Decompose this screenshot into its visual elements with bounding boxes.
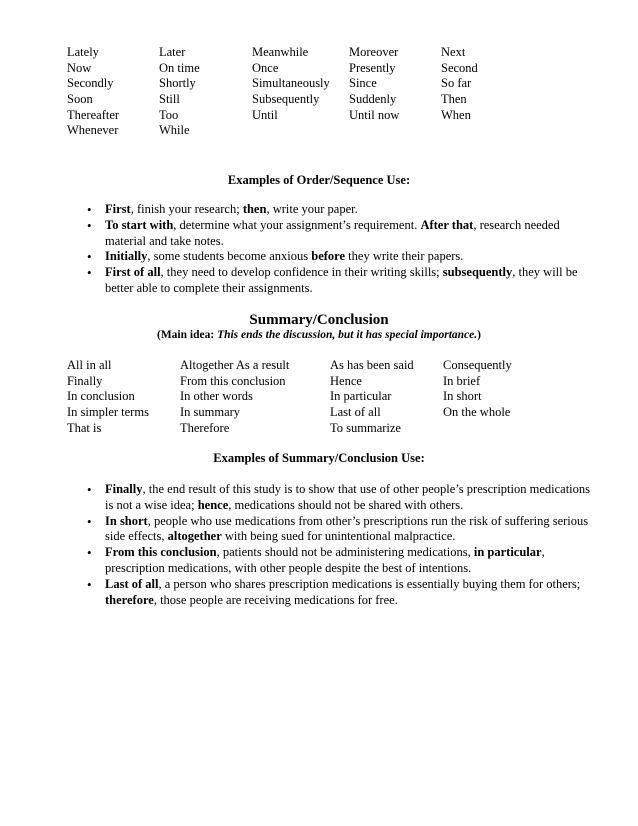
transition-term: hence: [197, 497, 229, 512]
example-text: , they will be better able to complete their assignments.: [105, 265, 578, 295]
transition-term: Finally: [105, 482, 143, 496]
transition-word: As has been said: [330, 358, 414, 372]
example-bullet: [87, 249, 597, 265]
main-idea-note-prefix: (Main idea:: [157, 329, 218, 341]
transition-word: Then: [441, 92, 467, 107]
transition-word: Meanwhile: [252, 45, 309, 59]
example-text: , they need to develop confidence in their writing skills;: [160, 265, 443, 280]
transition-word: Presently: [349, 60, 396, 75]
transition-word: In summary: [180, 405, 241, 420]
transition-word: In brief: [443, 373, 481, 388]
transition-word: Still: [159, 92, 180, 107]
sequence-word-table: [67, 45, 527, 141]
transition-word: In other words: [180, 389, 253, 404]
transition-word: Last of all: [330, 405, 381, 420]
summary-word-column: [67, 358, 149, 436]
transition-word: To summarize: [330, 420, 401, 435]
transition-term: before: [311, 249, 346, 264]
main-idea-note: [0, 329, 638, 341]
example-text: they write their papers.: [345, 249, 464, 264]
transition-term: then: [242, 202, 267, 216]
transition-word: So far: [441, 76, 472, 91]
summary-word-column: [330, 358, 414, 436]
sequence-word-column: [349, 45, 399, 123]
transition-word: Lately: [67, 45, 99, 59]
main-idea-note-italic: This ends the discussion, but it has special importance.: [217, 329, 478, 341]
transition-word: Secondly: [67, 76, 114, 91]
transition-word: Now: [67, 60, 92, 75]
transition-term: In short: [105, 513, 148, 528]
example-bullet: [87, 545, 597, 577]
main-idea-note-suffix: ): [477, 329, 481, 341]
summary-conclusion-heading: Summary/Conclusion: [249, 312, 389, 328]
example-text: , research needed material and take notes.: [105, 217, 560, 248]
transition-word: In particular: [330, 389, 392, 404]
transition-word: Once: [252, 60, 279, 75]
example-bullet: [87, 482, 597, 514]
transition-word: Finally: [67, 373, 103, 388]
transition-word: In short: [443, 389, 482, 404]
transition-word: Moreover: [349, 45, 399, 59]
transition-word: All in all: [67, 358, 112, 372]
example-text: , a person who shares prescription medications is essentially buying them for others;: [158, 576, 581, 591]
transition-term: First of all: [105, 265, 161, 280]
example-text: , those people are receiving medications for free.: [153, 592, 398, 607]
transition-word: Therefore: [180, 420, 230, 435]
transition-word: In conclusion: [67, 389, 135, 404]
summary-word-column: [443, 358, 512, 421]
transition-word: Altogether As a result: [180, 358, 290, 372]
sequence-word-column: [441, 45, 478, 123]
transition-term: Initially: [105, 249, 148, 264]
example-text: with being sued for unintentional malpractice.: [221, 529, 456, 544]
example-text: , people who use medications from other’s prescriptions run the risk of suffering serious side effects,: [105, 513, 589, 544]
summary-examples-heading: Examples of Summary/Conclusion Use:: [213, 451, 425, 465]
transition-term: in particular: [473, 545, 542, 560]
order-examples-list: [87, 202, 597, 297]
example-text: , finish your research;: [130, 202, 243, 216]
example-bullet: [87, 577, 597, 609]
transition-word: Until: [252, 107, 278, 122]
transition-word: Consequently: [443, 358, 512, 372]
transition-term: subsequently: [442, 265, 513, 280]
transition-word: Thereafter: [67, 107, 120, 122]
transition-word: Second: [441, 60, 478, 75]
transition-word: In simpler terms: [67, 405, 149, 420]
transition-word: Since: [349, 76, 377, 91]
summary-examples-list: [87, 482, 597, 608]
transition-word: On the whole: [443, 405, 511, 420]
transition-word: Until now: [349, 107, 400, 122]
sequence-word-column: [159, 45, 200, 139]
transition-word: Suddenly: [349, 92, 397, 107]
summary-word-column: [180, 358, 289, 436]
transition-word: When: [441, 107, 471, 122]
transition-term: From this conclusion: [105, 545, 217, 560]
transition-word: That is: [67, 420, 102, 435]
summary-word-table: [67, 358, 547, 438]
transition-word: Hence: [330, 373, 362, 388]
transition-term: altogether: [167, 529, 222, 544]
example-text: , medications should not be shared with others.: [228, 497, 464, 512]
transition-word: On time: [159, 60, 200, 75]
transition-term: To start with: [105, 217, 174, 232]
example-text: , determine what your assignment’s requirement.: [173, 217, 421, 232]
example-text: , some students become anxious: [147, 249, 312, 264]
transition-term: After that: [420, 217, 474, 232]
example-text: , write your paper.: [266, 202, 358, 216]
transition-word: From this conclusion: [180, 373, 286, 388]
example-bullet: [87, 514, 597, 546]
transition-term: First: [105, 202, 131, 216]
example-text: , patients should not be administering medications,: [216, 545, 474, 560]
example-bullet: [87, 218, 597, 250]
transition-word: While: [159, 123, 190, 138]
example-text: , the end result of this study is to show that use of other people’s prescription medications is not a wise idea;: [105, 482, 591, 512]
sequence-word-column: [252, 45, 330, 123]
transition-word: Soon: [67, 92, 93, 107]
example-text: , prescription medications, with other people despite the best of intentions.: [105, 545, 545, 575]
transition-word: Whenever: [67, 123, 119, 138]
transition-term: therefore: [105, 592, 154, 607]
example-bullet: [87, 202, 597, 218]
transition-word: Simultaneously: [252, 76, 330, 91]
transition-term: Last of all: [105, 576, 159, 591]
order-examples-heading: Examples of Order/Sequence Use:: [227, 173, 411, 187]
transition-word: Shortly: [159, 76, 196, 91]
transition-word: Next: [441, 45, 466, 59]
transition-word: Subsequently: [252, 92, 320, 107]
transition-word: Too: [159, 107, 179, 122]
sequence-word-column: [67, 45, 119, 139]
example-bullet: [87, 265, 597, 297]
transition-word: Later: [159, 45, 186, 59]
